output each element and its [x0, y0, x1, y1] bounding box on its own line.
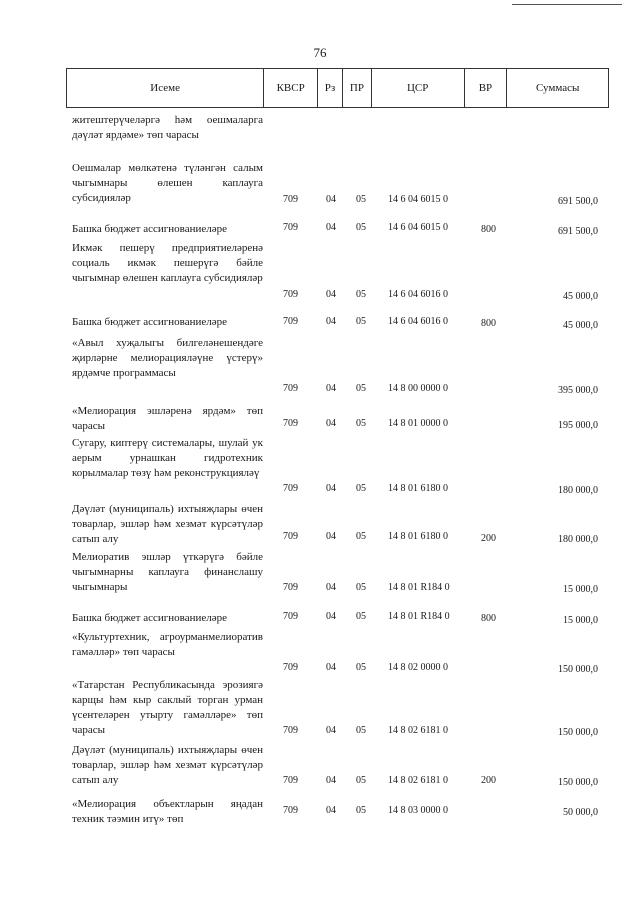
row-name: Сугару, киптерү системалары, шулай ук аерым урнашкан гидротехник корылмалар төзү һәм реконструкцияләү [72, 437, 263, 479]
row-kvsr: 709 [283, 725, 298, 736]
row-name: житештерүчеләргә һәм оешмаларга дәүләт ярдәме» төп чарасы [72, 114, 263, 141]
row-sum: 150 000,0 [558, 664, 598, 675]
row-kvsr: 709 [283, 418, 298, 429]
row-vr: 200 [481, 775, 496, 786]
header-csr: ЦСР [372, 69, 465, 107]
row-rz: 04 [326, 582, 336, 593]
row-rz: 04 [326, 725, 336, 736]
row-kvsr: 709 [283, 662, 298, 673]
row-pr: 05 [356, 662, 366, 673]
row-name: Дәүләт (муниципаль) ихтыяҗлары өчен товарлар, эшләр һәм хезмәт күрсәтүләр сатып алу [72, 503, 263, 545]
row-vr: 800 [481, 224, 496, 235]
row-csr: 14 8 01 0000 0 [388, 418, 448, 429]
row-rz: 04 [326, 289, 336, 300]
row-csr: 14 8 02 6181 0 [388, 775, 448, 786]
row-name: Башка бюджет ассигнованиеләре [72, 316, 227, 328]
row-name: Икмәк пешерү предприятиеләренә социаль икмәк пешерүгә бәйле чыгымнар өлешен каплауга субсидияләр [72, 242, 263, 284]
row-sum: 45 000,0 [563, 320, 598, 331]
row-kvsr: 709 [283, 582, 298, 593]
header-rz: Рз [318, 69, 343, 107]
row-rz: 04 [326, 383, 336, 394]
row-csr: 14 6 04 6015 0 [388, 194, 448, 205]
row-csr: 14 8 02 6181 0 [388, 725, 448, 736]
row-kvsr: 709 [283, 805, 298, 816]
row-pr: 05 [356, 611, 366, 622]
row-name: Оешмалар мөлкәтенә түләнгән салым чыгымнары өлешен каплауга субсидияләр [72, 162, 263, 204]
row-csr: 14 6 04 6015 0 [388, 222, 448, 233]
row-sum: 15 000,0 [563, 584, 598, 595]
row-sum: 395 000,0 [558, 385, 598, 396]
row-name: Башка бюджет ассигнованиеләре [72, 223, 227, 235]
row-pr: 05 [356, 316, 366, 327]
row-rz: 04 [326, 194, 336, 205]
row-kvsr: 709 [283, 289, 298, 300]
row-csr: 14 8 01 R184 0 [388, 582, 450, 593]
row-csr: 14 8 01 6180 0 [388, 531, 448, 542]
row-name: «Татарстан Республикасында эрозиягә карщы һәм кыр саклый торган урман үсентеләрен утырту гамәлләре» төп чарасы [72, 679, 263, 736]
row-pr: 05 [356, 531, 366, 542]
row-sum: 50 000,0 [563, 807, 598, 818]
header-name: Исеме [67, 69, 264, 107]
row-kvsr: 709 [283, 483, 298, 494]
row-pr: 05 [356, 582, 366, 593]
row-name: Дәүләт (муниципаль) ихтыяҗлары өчен товарлар, эшләр һәм хезмәт күрсәтүләр сатып алу [72, 744, 263, 786]
row-sum: 180 000,0 [558, 534, 598, 545]
row-pr: 05 [356, 222, 366, 233]
row-csr: 14 8 01 6180 0 [388, 483, 448, 494]
row-csr: 14 6 04 6016 0 [388, 289, 448, 300]
row-rz: 04 [326, 611, 336, 622]
row-pr: 05 [356, 483, 366, 494]
row-vr: 800 [481, 613, 496, 624]
row-sum: 195 000,0 [558, 420, 598, 431]
row-sum: 15 000,0 [563, 615, 598, 626]
row-name: «Авыл хуҗалыгы билгеләнешендәге җирләрне мелиорацияләүне үстерү» ярдәмче программасы [72, 337, 263, 379]
row-pr: 05 [356, 775, 366, 786]
row-rz: 04 [326, 483, 336, 494]
row-kvsr: 709 [283, 222, 298, 233]
row-csr: 14 6 04 6016 0 [388, 316, 448, 327]
row-rz: 04 [326, 222, 336, 233]
row-csr: 14 8 01 R184 0 [388, 611, 450, 622]
row-rz: 04 [326, 316, 336, 327]
page-number: 76 [313, 45, 327, 60]
row-kvsr: 709 [283, 194, 298, 205]
row-name: Башка бюджет ассигнованиеләре [72, 612, 227, 624]
row-rz: 04 [326, 805, 336, 816]
row-sum: 691 500,0 [558, 196, 598, 207]
row-name: «Мелиорация эшләренә ярдәм» төп чарасы [72, 405, 263, 432]
row-name: «Культуртехник, агроурманмелиоратив гамәлләр» төп чарасы [72, 631, 263, 658]
row-vr: 200 [481, 533, 496, 544]
row-pr: 05 [356, 725, 366, 736]
row-vr: 800 [481, 318, 496, 329]
header-pr: ПР [343, 69, 372, 107]
row-kvsr: 709 [283, 383, 298, 394]
row-kvsr: 709 [283, 316, 298, 327]
row-csr: 14 8 02 0000 0 [388, 662, 448, 673]
row-sum: 180 000,0 [558, 485, 598, 496]
header-kvsr: КВСР [264, 69, 318, 107]
row-pr: 05 [356, 418, 366, 429]
row-kvsr: 709 [283, 775, 298, 786]
row-rz: 04 [326, 531, 336, 542]
header-sum: Суммасы [535, 82, 580, 94]
row-sum: 691 500,0 [558, 226, 598, 237]
row-csr: 14 8 03 0000 0 [388, 805, 448, 816]
row-sum: 150 000,0 [558, 727, 598, 738]
row-kvsr: 709 [283, 611, 298, 622]
row-rz: 04 [326, 775, 336, 786]
row-csr: 14 8 00 0000 0 [388, 383, 448, 394]
row-sum: 150 000,0 [558, 777, 598, 788]
row-rz: 04 [326, 662, 336, 673]
row-pr: 05 [356, 289, 366, 300]
row-name: Мелиоратив эшләр үткәрүгә бәйле чыгымнарны каплауга финанслашу чыгымнары [72, 551, 263, 593]
row-name: «Мелиорация объектларын яңадан техник тәэмин итү» төп [72, 798, 263, 825]
row-pr: 05 [356, 194, 366, 205]
header-vr: ВР [465, 69, 508, 107]
row-rz: 04 [326, 418, 336, 429]
row-sum: 45 000,0 [563, 291, 598, 302]
row-pr: 05 [356, 383, 366, 394]
row-pr: 05 [356, 805, 366, 816]
row-kvsr: 709 [283, 531, 298, 542]
